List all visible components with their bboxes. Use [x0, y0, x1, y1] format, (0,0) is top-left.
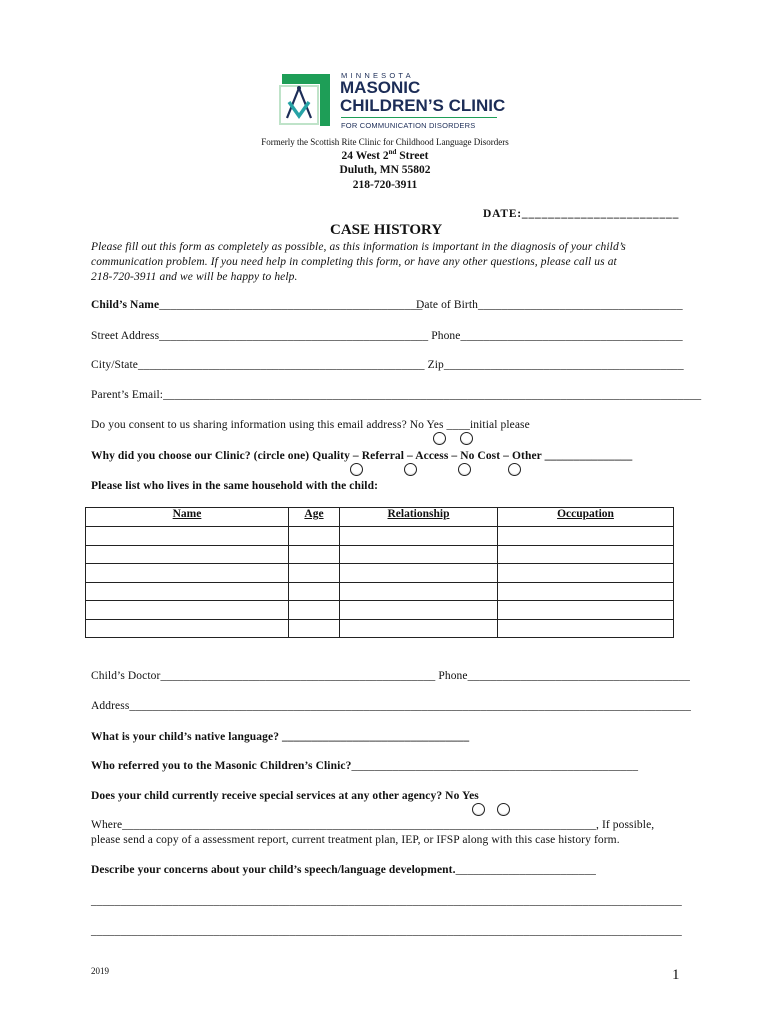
concerns-line-1[interactable]: _____________________________________________________________________________________________________: [91, 895, 682, 907]
services-yes-radio[interactable]: [497, 803, 510, 816]
cell-name[interactable]: [86, 619, 289, 638]
logo-name-line2: CHILDREN’S CLINIC: [340, 96, 506, 115]
clinic-city: Duluth, MN 55802: [339, 164, 431, 176]
cell-relationship[interactable]: [340, 564, 498, 583]
page-title: CASE HISTORY: [330, 222, 443, 238]
parent-email-field[interactable]: Parent’s Email:____________________________________________________________________________________________: [91, 389, 702, 401]
cell-name[interactable]: [86, 527, 289, 546]
consent-yes-radio[interactable]: [460, 432, 473, 445]
concerns-line-2[interactable]: _____________________________________________________________________________________________________: [91, 925, 682, 937]
cell-occupation[interactable]: [498, 582, 674, 601]
header-age: Age: [289, 508, 340, 527]
referred-label: Who referred you to the Masonic Children’s Clinic?: [91, 760, 352, 772]
cell-age[interactable]: [289, 582, 340, 601]
child-name-field[interactable]: [91, 299, 422, 311]
copy-instructions: please send a copy of a assessment report, current treatment plan, IEP, or IFSP along with this case history form.: [91, 834, 620, 846]
child-name-label: Child’s Name: [91, 299, 160, 311]
describe-label: Describe your concerns about your child’s speech/language development.: [91, 864, 456, 876]
intro-line-3: 218-720-3911 and we will be happy to help.: [91, 271, 298, 283]
intro-line-2: communication problem. If you need help in completing this form, or have any other questions, please call us at: [91, 256, 617, 268]
table-row: [86, 564, 674, 583]
cell-relationship[interactable]: [340, 619, 498, 638]
logo-name-line1: MASONIC: [340, 78, 421, 97]
why-nocost-radio[interactable]: [508, 463, 521, 476]
dob-field[interactable]: Date of Birth___________________________________: [416, 299, 683, 311]
header-name: Name: [86, 508, 289, 527]
native-language-field[interactable]: What is your child’s native language? ________________________________: [91, 731, 470, 743]
page-number: 1: [672, 967, 680, 983]
referred-field[interactable]: [91, 760, 638, 772]
header-occupation: Occupation: [498, 508, 674, 527]
why-quality-radio[interactable]: [350, 463, 363, 476]
cell-age[interactable]: [289, 564, 340, 583]
cell-age[interactable]: [289, 601, 340, 620]
date-field[interactable]: DATE:________________________: [483, 208, 680, 220]
cell-relationship[interactable]: [340, 582, 498, 601]
cell-relationship[interactable]: [340, 545, 498, 564]
cell-relationship[interactable]: [340, 527, 498, 546]
household-label: Please list who lives in the same household with the child:: [91, 480, 379, 492]
why-referral-radio[interactable]: [404, 463, 417, 476]
footer-year: 2019: [91, 966, 109, 976]
table-row: [86, 619, 674, 638]
address-part: 24 West 2: [341, 149, 389, 162]
services-no-radio[interactable]: [472, 803, 485, 816]
describe-line: ________________________: [455, 864, 596, 876]
masonic-emblem-icon: [276, 72, 336, 128]
child-name-line: _____________________________________________: [159, 299, 423, 311]
cell-age[interactable]: [289, 545, 340, 564]
clinic-phone: 218-720-3911: [352, 179, 418, 191]
clinic-address: [0, 148, 770, 162]
table-row: [86, 545, 674, 564]
referred-line: _________________________________________________: [351, 760, 639, 772]
household-table-header: [86, 508, 674, 527]
why-access-radio[interactable]: [458, 463, 471, 476]
cell-name[interactable]: [86, 582, 289, 601]
cell-occupation[interactable]: [498, 601, 674, 620]
cell-relationship[interactable]: [340, 601, 498, 620]
logo-state: MINNESOTA: [341, 71, 414, 80]
logo-tagline: FOR COMMUNICATION DISORDERS: [341, 121, 476, 130]
cell-name[interactable]: [86, 601, 289, 620]
street-phone-field[interactable]: Street Address______________________________________________ Phone______________________________________: [91, 330, 683, 342]
cell-name[interactable]: [86, 545, 289, 564]
address-field[interactable]: Address________________________________________________________________________________________________: [91, 700, 691, 712]
formerly-note: Formerly the Scottish Rite Clinic for Childhood Language Disorders: [261, 137, 509, 147]
header-relationship: Relationship: [340, 508, 498, 527]
cell-occupation[interactable]: [498, 527, 674, 546]
city-zip-field[interactable]: City/State_________________________________________________ Zip_________________________________________: [91, 359, 684, 371]
cell-occupation[interactable]: [498, 619, 674, 638]
table-row: [86, 582, 674, 601]
cell-occupation[interactable]: [498, 564, 674, 583]
cell-occupation[interactable]: [498, 545, 674, 564]
where-field[interactable]: Where_________________________________________________________________________________, If possible,: [91, 819, 655, 831]
household-table: [85, 507, 674, 638]
address-part-end: Street: [396, 149, 429, 162]
doctor-phone-field[interactable]: Child’s Doctor_______________________________________________ Phone______________________________________: [91, 670, 690, 682]
table-row: [86, 527, 674, 546]
logo-divider: [341, 117, 497, 118]
cell-age[interactable]: [289, 619, 340, 638]
cell-name[interactable]: [86, 564, 289, 583]
table-row: [86, 601, 674, 620]
intro-line-1: Please fill out this form as completely as possible, as this information is important in the diagnosis of your child’s: [91, 241, 626, 253]
email-consent-question: Do you consent to us sharing information using this email address? No Yes ____initial please: [91, 419, 530, 431]
cell-age[interactable]: [289, 527, 340, 546]
address-superscript: nd: [388, 148, 397, 156]
why-clinic-question: Why did you choose our Clinic? (circle one) Quality – Referral – Access – No Cost – Other _______________: [91, 450, 633, 462]
consent-no-radio[interactable]: [433, 432, 446, 445]
special-services-question: Does your child currently receive special services at any other agency? No Yes: [91, 790, 479, 802]
describe-field[interactable]: [91, 864, 596, 876]
